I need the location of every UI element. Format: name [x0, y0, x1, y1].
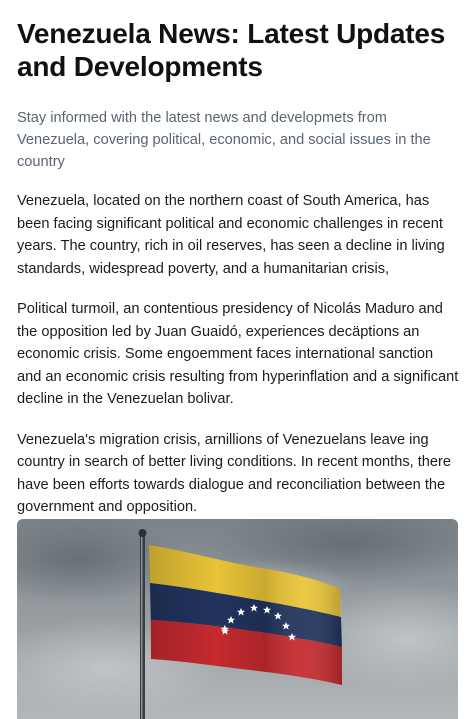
- article-paragraph-2: Political turmoil, an contentious presidency of Nicolás Maduro and the opposition led by Juan Guaidó, experiences decäptions an economic crisis. Some engoemment faces international sanction and an economic crisis resulting from hyperinflation and a significant decline in the Venezuelan bolivar.: [17, 301, 459, 407]
- article-paragraph-1: Venezuela, located on the northern coast of South America, has been facing significant political and economic challenges in recent years. The country, rich in oil reserves, has seen a decline in living standards, widespread poverty, and a humanitarian crisis,: [17, 193, 445, 277]
- article-paragraph-3: Venezuela's migration crisis, arnillions of Venezuelans leave ing country in search of better living conditions. In recent months, there have been efforts towards dialogue and reconciliation between the government and opposition.: [17, 431, 451, 515]
- article: [17, 17, 459, 519]
- article-subtitle: Stay informed with the latest news and developmets from Venezuela, covering political, economic, and social issues in the country: [17, 110, 431, 170]
- hero-image: [17, 519, 458, 719]
- venezuela-flag-photo: [17, 519, 458, 719]
- page-title: Venezuela News: Latest Updates and Developments: [17, 18, 446, 82]
